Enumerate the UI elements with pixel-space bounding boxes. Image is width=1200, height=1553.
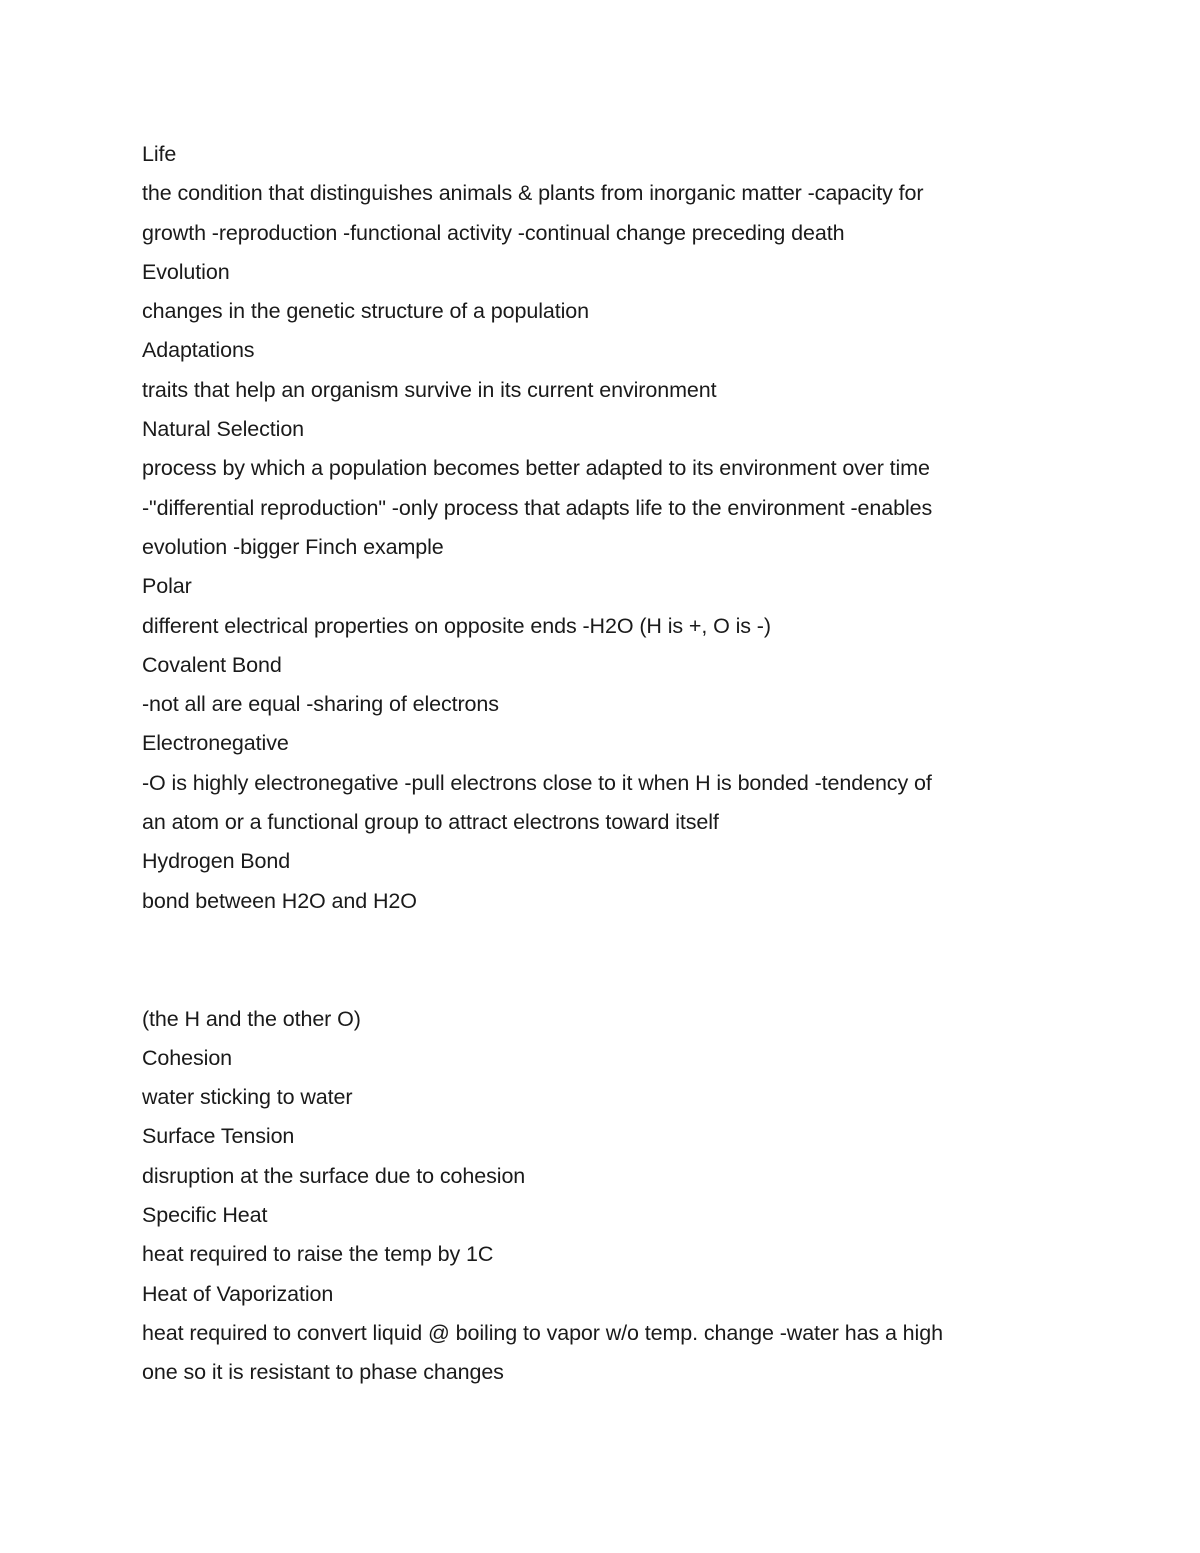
definition-line: process by which a population becomes better adapted to its environment over time bbox=[142, 456, 930, 481]
term-heading: Polar bbox=[142, 574, 192, 599]
definition-line: disruption at the surface due to cohesion bbox=[142, 1163, 526, 1188]
term-heading: Covalent Bond bbox=[142, 652, 282, 677]
definition-line: the condition that distinguishes animals & plants from inorganic matter -capacity for bbox=[142, 181, 924, 206]
term-heading: Heat of Vaporization bbox=[142, 1281, 334, 1306]
term-heading: Hydrogen Bond bbox=[142, 849, 291, 874]
definition-line: bond between H2O and H2O bbox=[142, 888, 417, 913]
definition-line: (the H and the other O) bbox=[142, 1006, 361, 1031]
term-heading: Cohesion bbox=[142, 1045, 233, 1070]
definition-line: growth -reproduction -functional activity -continual change preceding death bbox=[142, 220, 845, 245]
term-heading: Evolution bbox=[142, 259, 230, 284]
definition-line: changes in the genetic structure of a population bbox=[142, 299, 590, 324]
definition-line: heat required to convert liquid @ boiling to vapor w/o temp. change -water has a high bbox=[142, 1320, 943, 1345]
term-heading: Natural Selection bbox=[142, 417, 305, 442]
term-heading: Adaptations bbox=[142, 338, 255, 363]
definition-line: -"differential reproduction" -only process that adapts life to the environment -enables bbox=[142, 495, 933, 520]
definition-line: one so it is resistant to phase changes bbox=[142, 1360, 504, 1385]
definition-line: water sticking to water bbox=[142, 1085, 353, 1110]
page-break-gap bbox=[142, 921, 1052, 1000]
notes-body bbox=[142, 135, 1052, 1393]
definition-line: -O is highly electronegative -pull electrons close to it when H is bonded -tendency of bbox=[142, 770, 932, 795]
definition-line: an atom or a functional group to attract electrons toward itself bbox=[142, 810, 719, 835]
definition-line: heat required to raise the temp by 1C bbox=[142, 1242, 494, 1267]
definition-line: -not all are equal -sharing of electrons bbox=[142, 692, 499, 717]
definition-line: traits that help an organism survive in its current environment bbox=[142, 377, 717, 402]
definition-line: evolution -bigger Finch example bbox=[142, 534, 444, 559]
term-heading: Surface Tension bbox=[142, 1124, 295, 1149]
definition-line: different electrical properties on opposite ends -H2O (H is +, O is -) bbox=[142, 613, 771, 638]
term-heading: Electronegative bbox=[142, 731, 289, 756]
term-heading: Specific Heat bbox=[142, 1203, 268, 1228]
term-heading: Life bbox=[142, 142, 177, 166]
